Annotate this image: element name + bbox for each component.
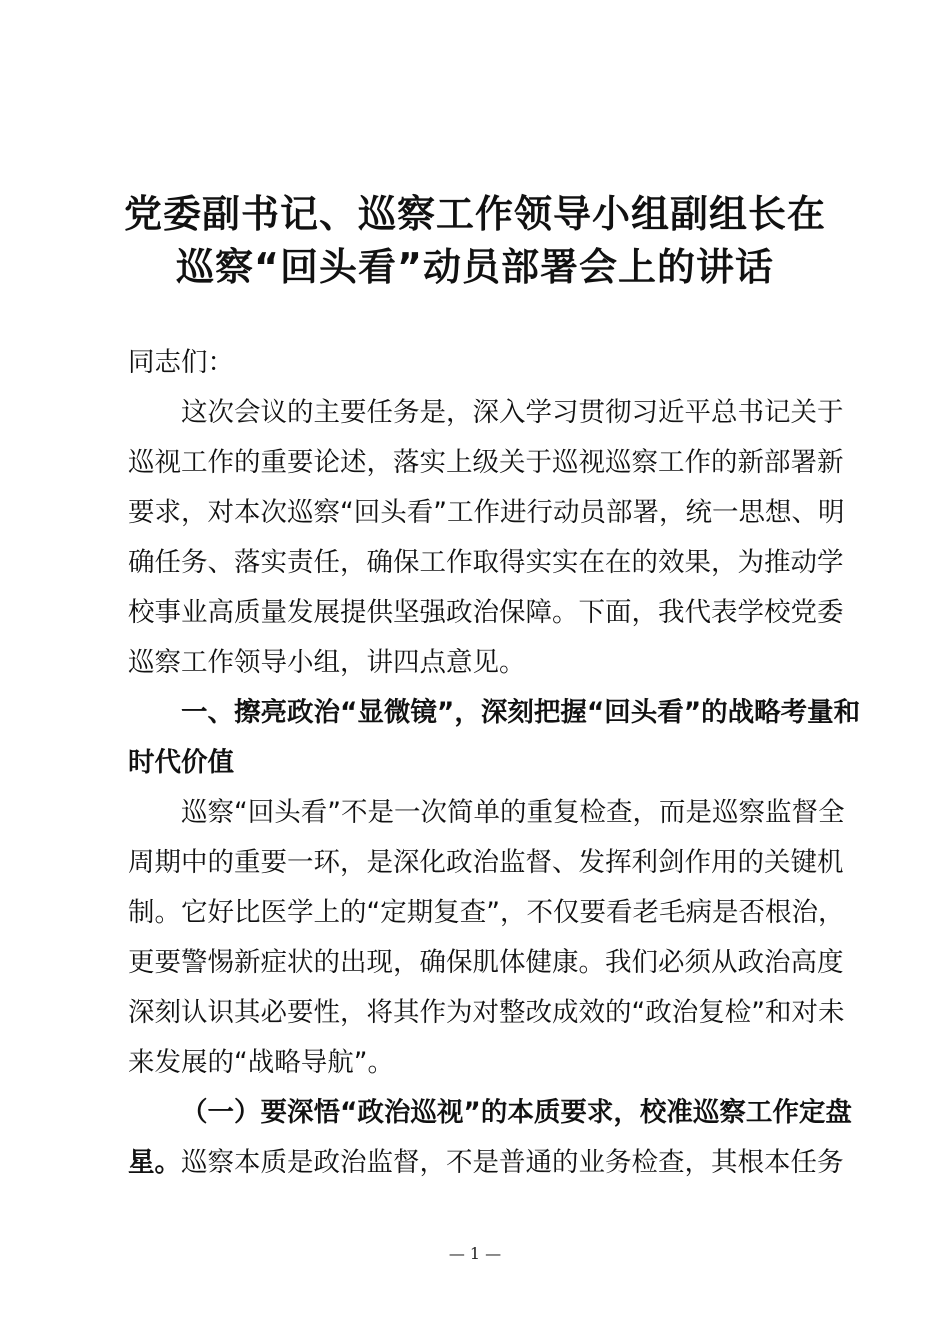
text-segment: 深刻认识其必要性，将其作为对整改成效的“政治复检”和对未 <box>128 997 845 1028</box>
title-line-2: 巡察“回头看”动员部署会上的讲话 <box>176 245 774 289</box>
text-line <box>128 1088 852 1138</box>
text-line <box>128 688 861 738</box>
text-segment: 巡察“回头看”不是一次简单的重复检查，而是巡察监督全 <box>181 797 845 828</box>
text-segment: 巡察工作领导小组，讲四点意见。 <box>128 647 526 678</box>
text-segment: 更要警惕新症状的出现，确保肌体健康。我们必须从政治高度 <box>128 947 844 978</box>
text-line <box>128 488 845 538</box>
page-number: — 1 — <box>448 1244 502 1263</box>
text-line <box>128 638 822 688</box>
text-line <box>128 988 845 1038</box>
text-segment: 校事业高质量发展提供坚强政治保障。下面，我代表学校党委 <box>128 597 844 628</box>
bold-text: 星。 <box>128 1147 181 1178</box>
document-body <box>128 338 861 1188</box>
bold-text: 时代价值 <box>128 747 234 778</box>
document-title <box>0 188 950 294</box>
text-line <box>128 1138 844 1188</box>
text-segment: 这次会议的主要任务是，深入学习贯彻习近平总书记关于 <box>181 397 844 428</box>
text-segment: 同志们： <box>128 347 234 378</box>
text-line <box>128 588 844 638</box>
text-line <box>128 388 844 438</box>
text-segment: 巡察本质是政治监督，不是普通的业务检查，其根本任务 <box>181 1147 844 1178</box>
text-line <box>128 338 822 388</box>
text-line <box>128 538 844 588</box>
text-line <box>128 838 844 888</box>
text-segment: 巡视工作的重要论述，落实上级关于巡视巡察工作的新部署新 <box>128 447 844 478</box>
title-line-1: 党委副书记、巡察工作领导小组副组长在 <box>123 192 826 236</box>
text-line <box>128 438 844 488</box>
text-line <box>128 788 845 838</box>
text-segment: 来发展的“战略导航”。 <box>128 1047 394 1078</box>
text-segment: 要求，对本次巡察“回头看”工作进行动员部署，统一思想、明 <box>128 497 845 528</box>
text-segment: 确任务、落实责任，确保工作取得实实在在的效果，为推动学 <box>128 547 844 578</box>
bold-text: 一、擦亮政治“显微镜”，深刻把握“回头看”的战略考量和 <box>181 697 861 728</box>
text-line <box>128 1038 822 1088</box>
text-line <box>128 938 844 988</box>
text-line <box>128 738 822 788</box>
text-line <box>128 888 845 938</box>
text-segment: 制。它好比医学上的“定期复查”，不仅要看老毛病是否根治， <box>128 897 845 928</box>
bold-text: （一）要深悟“政治巡视”的本质要求，校准巡察工作定盘 <box>181 1097 852 1128</box>
text-segment: 周期中的重要一环，是深化政治监督、发挥利剑作用的关键机 <box>128 847 844 878</box>
